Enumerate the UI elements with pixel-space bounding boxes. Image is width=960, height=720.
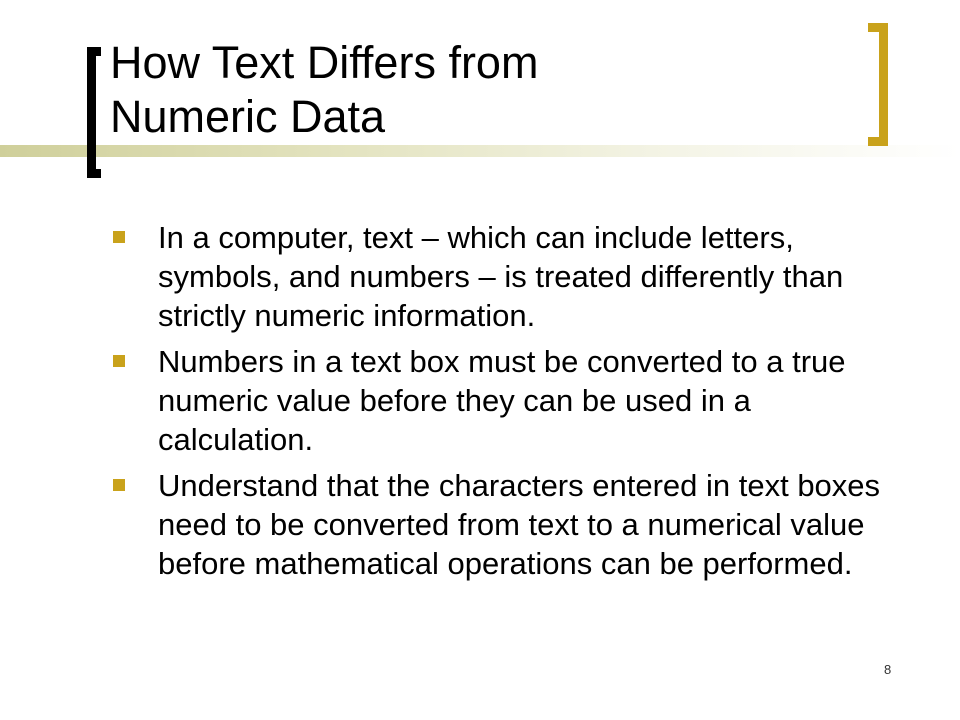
bullet-text: Understand that the characters entered in text boxes need to be converted from text to a numerical value before mathematical operations can be performed. bbox=[158, 468, 881, 581]
square-bullet-icon bbox=[113, 479, 125, 491]
bullet-item bbox=[110, 342, 900, 459]
bullet-item bbox=[110, 466, 900, 583]
bullet-text: Numbers in a text box must be converted to a true numeric value before they can be used in a calculation. bbox=[158, 344, 846, 457]
bullet-item bbox=[110, 218, 900, 335]
bullet-text: In a computer, text – which can include letters, symbols, and numbers – is treated differently than strictly numeric information. bbox=[158, 220, 844, 333]
page-number: 8 bbox=[884, 662, 892, 677]
bullet-list bbox=[110, 218, 900, 590]
left-bracket-decoration bbox=[87, 47, 101, 178]
title-accent-line bbox=[0, 145, 960, 157]
right-bracket-decoration bbox=[868, 23, 888, 146]
square-bullet-icon bbox=[113, 231, 125, 243]
square-bullet-icon bbox=[113, 355, 125, 367]
slide-title-line-2: Numeric Data bbox=[110, 91, 386, 142]
slide-title bbox=[110, 36, 850, 144]
slide-title-line-1: How Text Differs from bbox=[110, 37, 539, 88]
